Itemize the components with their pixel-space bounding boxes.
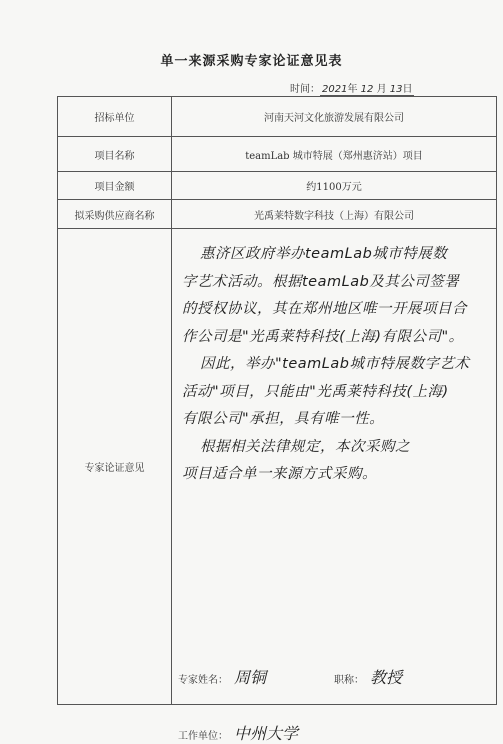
date-day: 13 bbox=[389, 84, 403, 95]
expert-title-handwritten: 教授 bbox=[370, 668, 403, 687]
row-value-project-name: teamLab 城市特展（郑州惠济站）项目 bbox=[172, 137, 497, 172]
opinion-form-table bbox=[57, 96, 497, 743]
opinion-line: 活动"项目，只能由"光禹莱特科技(上海) bbox=[182, 383, 449, 400]
handwritten-opinion bbox=[182, 241, 492, 489]
opinion-line: 的授权协议，其在郑州地区唯一开展项目合 bbox=[182, 301, 467, 317]
date-line bbox=[290, 80, 414, 95]
opinion-line: 作公司是"光禹莱特科技(上海)有限公司"。 bbox=[182, 328, 464, 345]
work-unit-label: 工作单位： bbox=[178, 731, 228, 742]
expert-name-label: 专家姓名： bbox=[178, 675, 228, 686]
date-prefix: 时间： bbox=[290, 84, 320, 95]
opinion-content bbox=[172, 229, 496, 743]
work-unit-row bbox=[178, 721, 298, 744]
row-value-bidder: 河南天河文化旅游发展有限公司 bbox=[172, 97, 497, 137]
opinion-line: 项目适合单一来源方式采购。 bbox=[182, 466, 377, 482]
table-row bbox=[58, 200, 497, 229]
expert-name-signature: 周铜 bbox=[234, 668, 267, 687]
date-month-unit: 月 bbox=[376, 84, 387, 95]
table-row bbox=[58, 137, 497, 172]
expert-name-row bbox=[178, 665, 266, 688]
row-value-amount: 约1100万元 bbox=[172, 172, 497, 200]
date-day-unit: 日 bbox=[402, 84, 413, 95]
date-month: 12 bbox=[360, 84, 374, 95]
date-year-unit: 年 bbox=[347, 84, 358, 95]
row-label-amount: 项目金额 bbox=[58, 172, 172, 200]
opinion-line: 因此，举办"teamLab城市特展数字艺术 bbox=[200, 356, 470, 372]
row-value-supplier: 光禹莱特数字科技（上海）有限公司 bbox=[172, 200, 497, 229]
row-label-opinion: 专家论证意见 bbox=[58, 229, 172, 705]
page-title: 单一来源采购专家论证意见表 bbox=[160, 54, 343, 69]
table-row bbox=[58, 97, 497, 137]
row-label-supplier: 拟采购供应商名称 bbox=[58, 200, 172, 229]
table-row bbox=[58, 229, 497, 705]
opinion-cell bbox=[172, 229, 497, 743]
date-year: 2021 bbox=[322, 84, 348, 95]
work-unit-handwritten: 中州大学 bbox=[234, 724, 299, 743]
opinion-line: 字艺术活动。根据teamLab及其公司签署 bbox=[182, 273, 460, 290]
row-label-project-name: 项目名称 bbox=[58, 137, 172, 172]
opinion-line: 有限公司"承担，具有唯一性。 bbox=[182, 411, 385, 427]
row-label-bidder: 招标单位 bbox=[58, 97, 172, 137]
opinion-line: 惠济区政府举办teamLab城市特展数 bbox=[200, 246, 448, 262]
expert-title-label: 职称： bbox=[334, 675, 364, 686]
expert-title-row bbox=[334, 665, 402, 688]
opinion-line: 根据相关法律规定，本次采购之 bbox=[200, 438, 410, 455]
table-row bbox=[58, 172, 497, 200]
